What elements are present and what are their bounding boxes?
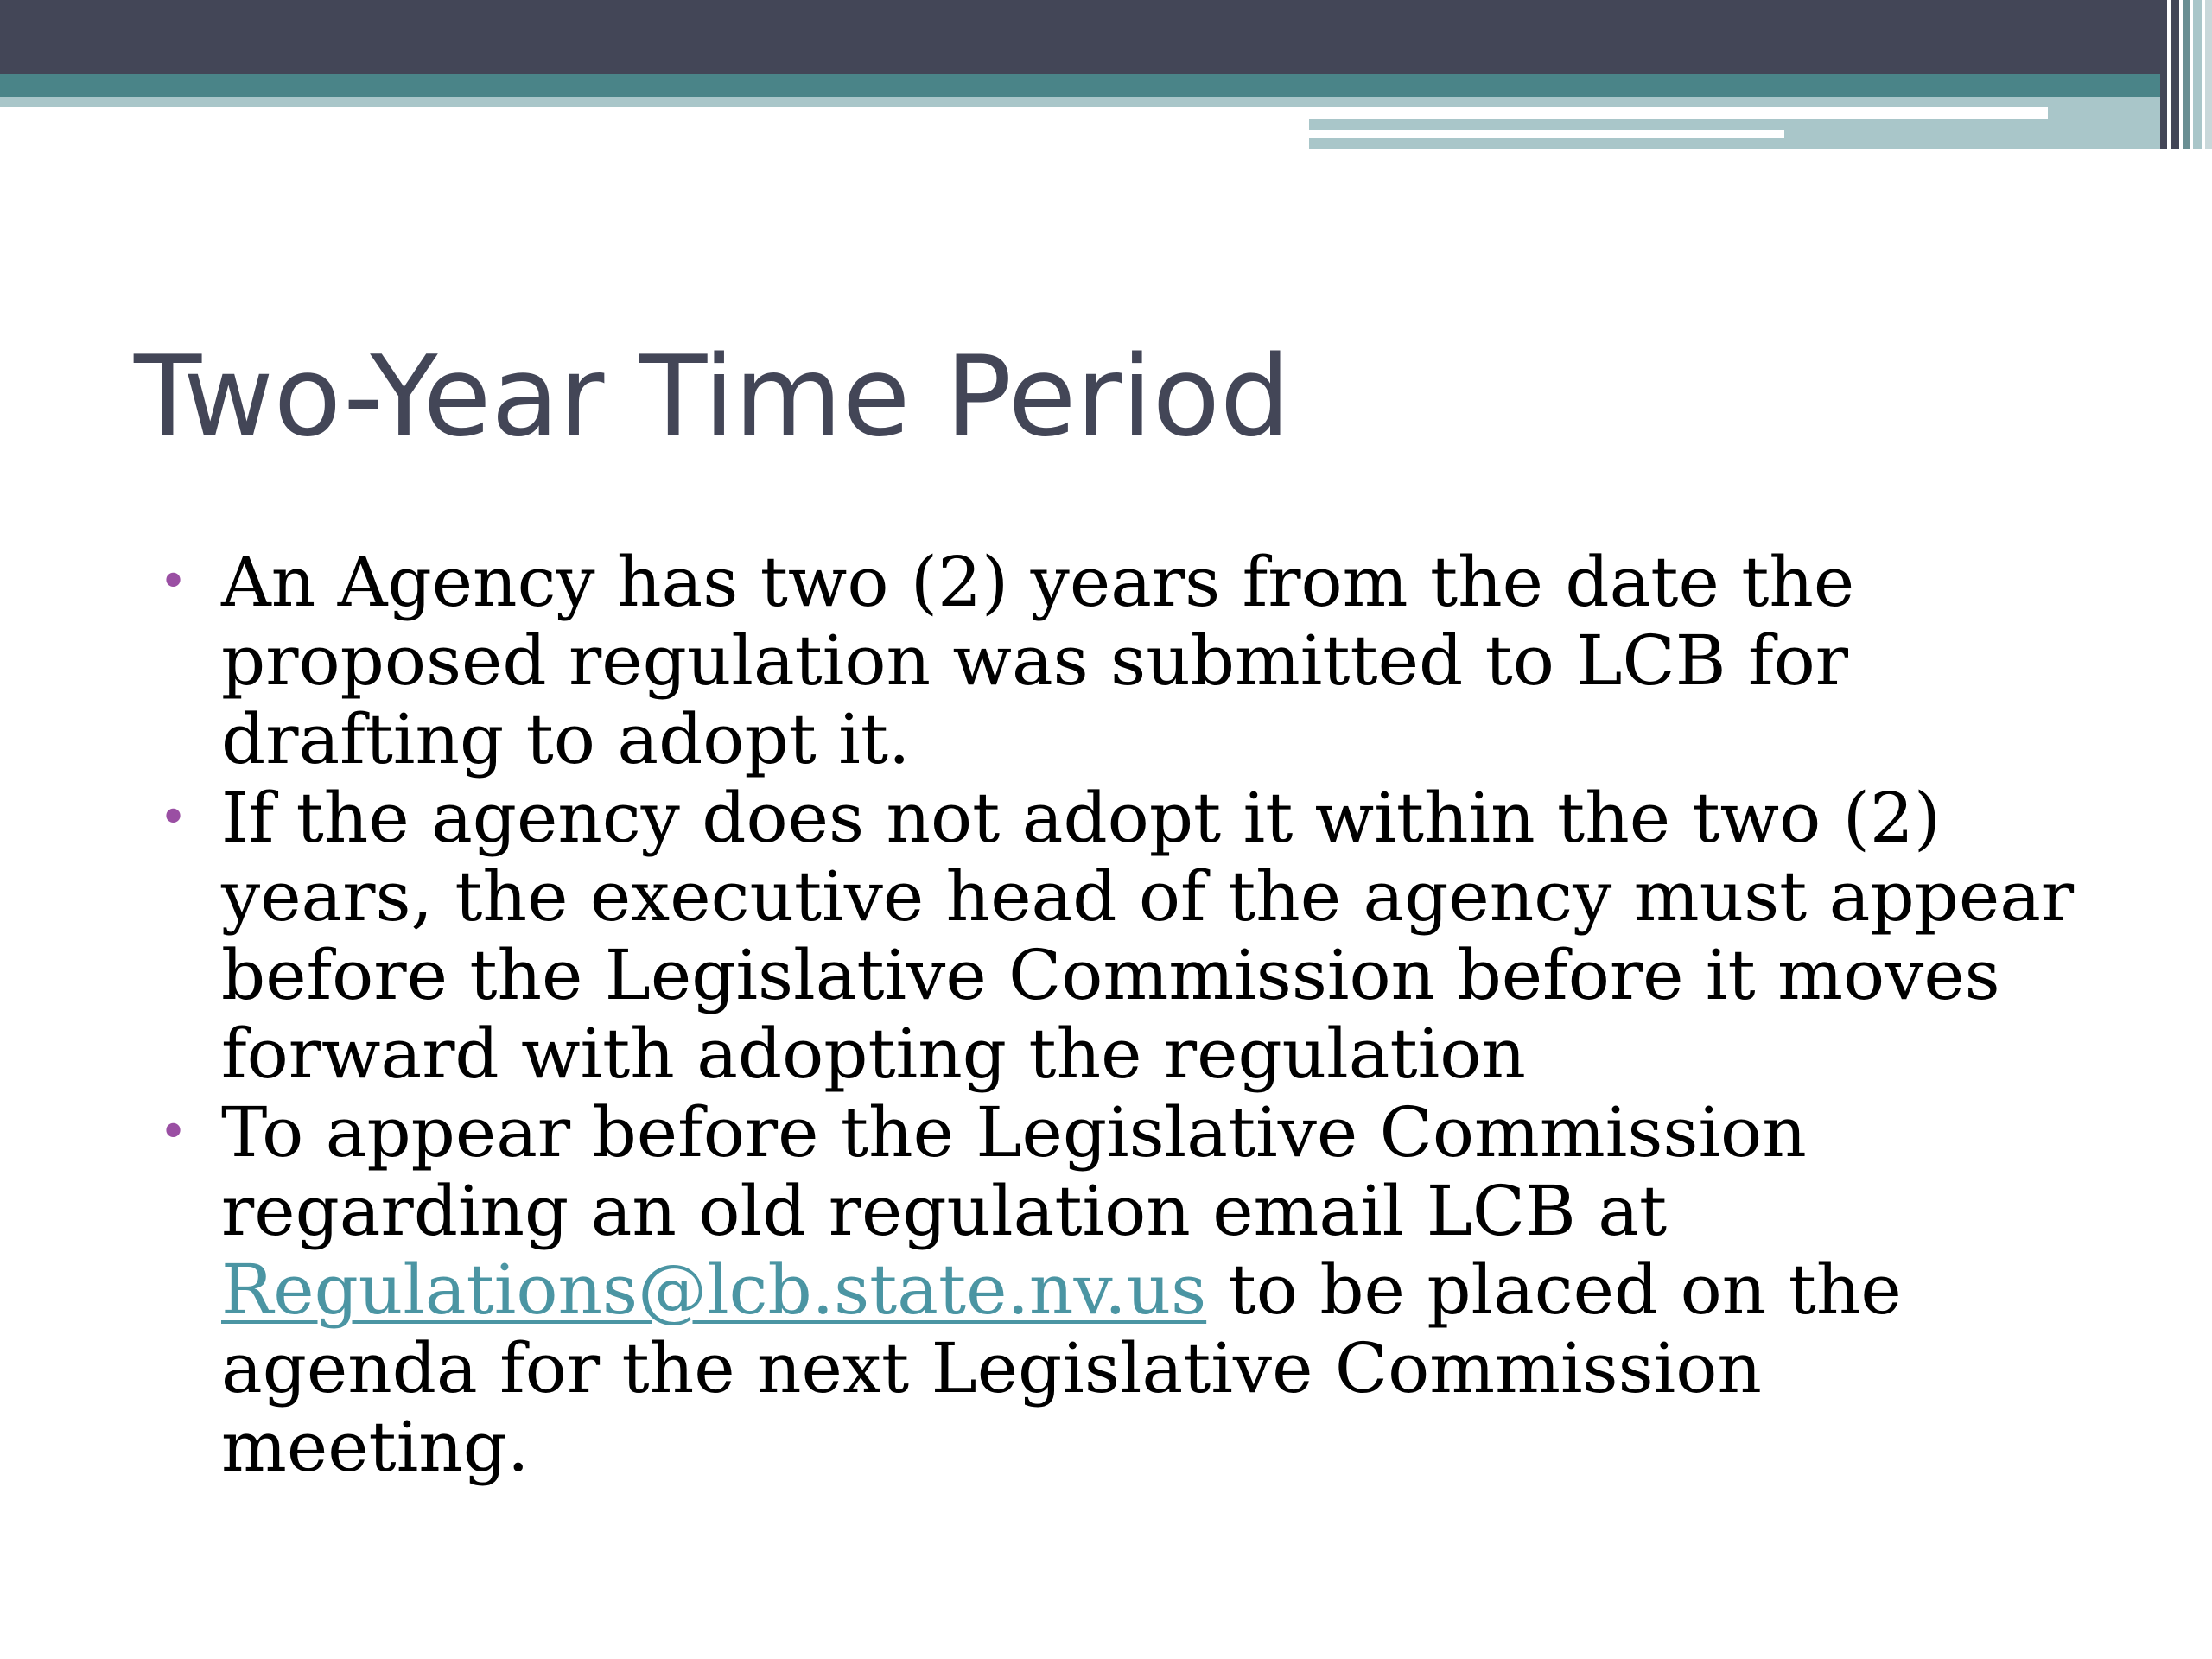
bullet-3-line-3: [221, 1250, 2143, 1329]
bullet-3-after-email: to be placed on the: [1206, 1249, 1902, 1330]
header-rule-2: [1309, 130, 1784, 138]
header-band-light: [0, 97, 1309, 107]
bullet-1-line-1: An Agency has two (2) years from the date the: [221, 542, 1855, 622]
email-link[interactable]: Regulations@lcb.state.nv.us: [221, 1249, 1207, 1330]
bullet-list: [156, 543, 2143, 1486]
bullet-2-line-2: years, the executive head of the agency must appear: [221, 856, 2075, 937]
bullet-item: [156, 1093, 2143, 1486]
header-rule-1: [1309, 107, 2048, 119]
header-band-right: [1309, 97, 2160, 149]
bullet-dot-icon: •: [159, 554, 188, 610]
bullet-1-line-2: proposed regulation was submitted to LCB for: [221, 620, 1848, 701]
bullet-3-line-2: regarding an old regulation email LCB at: [221, 1171, 1668, 1251]
bullet-dot-icon: •: [159, 1104, 188, 1160]
slide-title: Two-Year Time Period: [134, 333, 1291, 461]
header-band-dark: [0, 0, 2212, 74]
bullet-item: [156, 779, 2143, 1093]
header-band-teal: [0, 74, 2160, 97]
bullet-3-line-1: To appear before the Legislative Commission: [221, 1092, 1807, 1173]
bullet-3-line-5: meeting.: [221, 1407, 530, 1487]
bullet-2-line-4: forward with adopting the regulation: [221, 1014, 1526, 1094]
bullet-2-line-1: If the agency does not adopt it within the two (2): [221, 778, 1942, 858]
header-stripes: [2160, 0, 2212, 149]
bullet-1-line-3: drafting to adopt it.: [221, 699, 911, 779]
bullet-dot-icon: •: [159, 790, 188, 846]
bullet-3-line-4: agenda for the next Legislative Commission: [221, 1328, 1762, 1408]
bullet-item: [156, 543, 2143, 779]
bullet-2-line-3: before the Legislative Commission before it moves: [221, 935, 2000, 1015]
